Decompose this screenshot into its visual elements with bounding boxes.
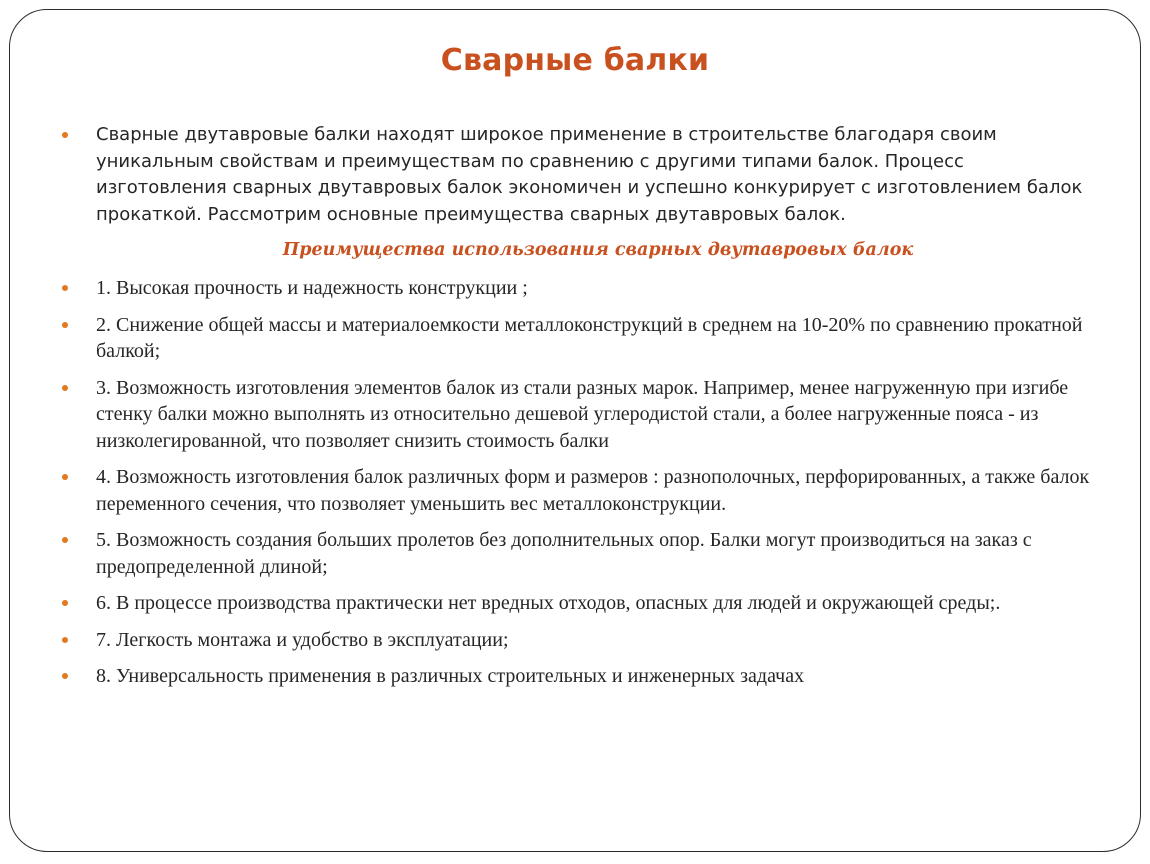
bullet-icon [62,637,68,643]
list-item-text: 7. Легкость монтажа и удобство в эксплуатации; [96,628,509,651]
list-item [60,375,1100,455]
list-item [60,527,1100,580]
intro-paragraph [60,122,1100,228]
list-item-text: 8. Универсальность применения в различных строительных и инженерных задачах [96,665,805,687]
bullet-icon [62,673,68,679]
intro-text: Сварные двутавровые балки находят широкое применение в строительстве благодаря своим уникальным свойствам и преимуществам по сравнению с другими типами балок. Процесс изготовления сварных двутавровых балок экономичен и успешно конкурирует с изготовлением балок прокаткой. Рассмотрим основные преимущества сварных двутавровых балок. [96,124,1083,225]
bullet-icon [62,322,68,328]
bullet-icon [62,600,68,606]
list-item [60,312,1100,365]
advantages-subheading: Преимущества использования сварных двутавровых балок [282,240,914,260]
list-item [60,464,1100,517]
list-item [60,627,1100,654]
list-item-text: 6. В процессе производства практически нет вредных отходов, опасных для людей и окружающей среды;. [96,592,1001,614]
list-item [60,663,1100,690]
bullet-icon [62,474,68,480]
list-item-text: 5. Возможность создания больших пролетов без дополнительных опор. Балки могут производиться на заказ с предопределенной длиной; [96,529,1032,578]
list-item [60,275,1100,302]
bullet-icon [62,537,68,543]
list-item [60,590,1100,617]
bullet-icon [62,132,68,138]
slide-content [60,122,1100,700]
list-item-text: 4. Возможность изготовления балок различных форм и размеров : разнополочных, перфорированных, а также балок переменного сечения, что позволяет уменьшить вес металлоконструкции. [96,466,1090,515]
list-item-text: 3. Возможность изготовления элементов балок из стали разных марок. Например, менее нагруженную при изгибе стенку балки можно выполнять из относительно дешевой углеродистой стали, а более нагруженные пояса - из низколегированной, что позволяет снизить стоимость балки [96,376,1069,452]
list-item-text: 1. Высокая прочность и надежность конструкции ; [96,277,528,299]
list-item-text: 2. Снижение общей массы и материалоемкости металлоконструкций в среднем на 10-20% по сравнению прокатной балкой; [96,313,1083,362]
bullet-icon [62,285,68,291]
bullet-icon [62,385,68,391]
slide-title: Сварные балки [440,43,710,78]
